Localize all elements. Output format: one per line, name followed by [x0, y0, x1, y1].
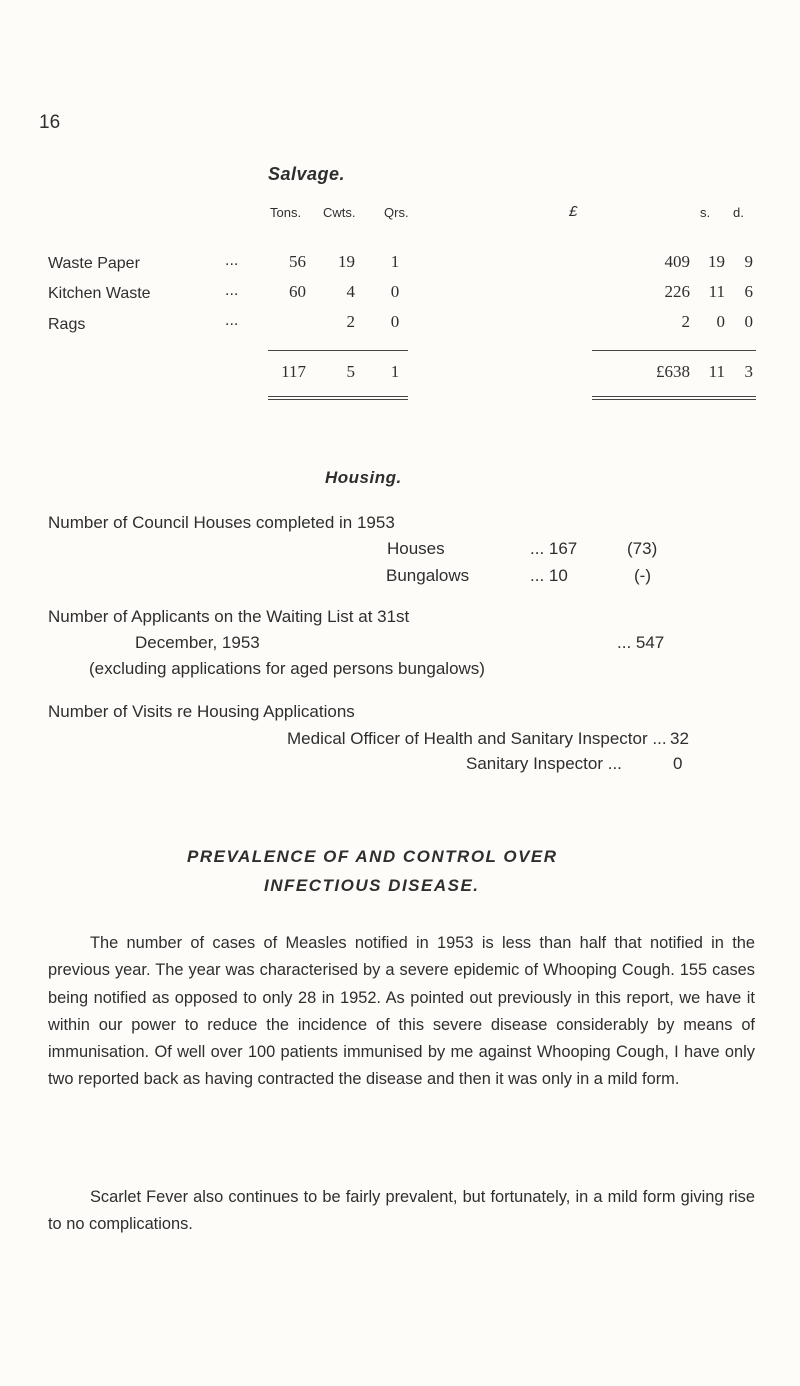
total-shillings: 11 — [708, 362, 725, 381]
row-cwts: 4 — [346, 282, 355, 301]
row-label: Kitchen Waste — [48, 285, 151, 302]
row-dots: ... — [225, 252, 239, 269]
row-tons: 60 — [289, 282, 306, 301]
visits-si-label: Sanitary Inspector ... — [466, 754, 622, 773]
row-shillings: 19 — [708, 252, 725, 271]
applicants-value: ... 547 — [617, 633, 665, 652]
row-pounds: 409 — [664, 252, 690, 271]
houses-previous: (73) — [627, 539, 658, 558]
row-qrs: 0 — [390, 282, 400, 301]
bungalows-previous: (-) — [634, 566, 651, 585]
prevalence-heading-line1: PREVALENCE OF AND CONTROL OVER — [187, 847, 558, 866]
total-qrs: 1 — [390, 362, 400, 381]
row-pounds: 226 — [664, 282, 690, 301]
applicants-date: December, 1953 — [135, 633, 260, 652]
prevalence-paragraph-2: Scarlet Fever also continues to be fairly prevalent, but fortunately, in a mild form giving rise to no complications. — [48, 1188, 755, 1234]
total-rule-value-2 — [592, 399, 756, 400]
row-dots: ... — [225, 282, 239, 299]
subtotal-rule-value — [592, 350, 756, 351]
total-pounds: £638 — [656, 362, 690, 381]
salvage-title: Salvage. — [268, 164, 346, 184]
visits-moh-value: 32 — [670, 729, 689, 748]
visits-si-value: 0 — [673, 754, 683, 773]
row-pence: 9 — [744, 252, 753, 271]
header-shillings: s. — [700, 205, 711, 220]
total-rule-quantity-2 — [268, 399, 408, 400]
houses-value: ... 167 — [530, 539, 578, 558]
total-tons: 117 — [281, 362, 306, 381]
visits-label: Number of Visits re Housing Applications — [48, 702, 355, 721]
header-pence: d. — [733, 205, 744, 220]
row-dots: ... — [225, 312, 239, 329]
row-tons: 56 — [289, 252, 306, 271]
page-number: 16 — [39, 112, 61, 133]
header-qrs: Qrs. — [384, 205, 409, 220]
row-shillings: 0 — [716, 312, 725, 331]
council-houses-label: Number of Council Houses completed in 1953 — [48, 513, 395, 532]
visits-moh-label: Medical Officer of Health and Sanitary Inspector ... — [287, 729, 667, 748]
header-cwts: Cwts. — [323, 205, 356, 220]
applicants-label: Number of Applicants on the Waiting List at 31st — [48, 607, 410, 626]
row-label: Rags — [48, 316, 86, 333]
applicants-note: (excluding applications for aged persons bungalows) — [89, 659, 485, 678]
housing-title: Housing. — [325, 468, 402, 487]
row-qrs: 0 — [390, 312, 400, 331]
row-pounds: 2 — [681, 312, 690, 331]
subtotal-rule-quantity — [268, 350, 408, 351]
total-rule-quantity-1 — [268, 396, 408, 397]
row-label: Waste Paper — [48, 255, 140, 272]
row-cwts: 19 — [338, 252, 355, 271]
total-cwts: 5 — [346, 362, 355, 381]
row-shillings: 11 — [708, 282, 725, 301]
bungalows-label: Bungalows — [386, 566, 470, 585]
header-pounds: £ — [569, 203, 578, 220]
prevalence-heading-line2: INFECTIOUS DISEASE. — [264, 876, 480, 895]
row-pence: 0 — [744, 312, 753, 331]
row-cwts: 2 — [346, 312, 355, 331]
bungalows-value: ... 10 — [530, 566, 568, 585]
houses-label: Houses — [387, 539, 445, 558]
header-tons: Tons. — [270, 205, 302, 220]
prevalence-paragraph-1: The number of cases of Measles notified in 1953 is less than half that notified in the previous year. The year was characterised by a severe epidemic of Whooping Cough. 155 cases being notified as opposed to only 28 in 1952. As pointed out previously in this report, we have it within our power to reduce the incidence of this severe disease considerably by means of immunisation. Of well over 100 patients immunised by me against Whooping Cough, I have only two reported back as having contracted the disease and then it was only in a mild form. — [48, 934, 755, 1089]
row-pence: 6 — [744, 282, 753, 301]
row-qrs: 1 — [390, 252, 400, 271]
total-rule-value-1 — [592, 396, 756, 397]
total-pence: 3 — [744, 362, 753, 381]
